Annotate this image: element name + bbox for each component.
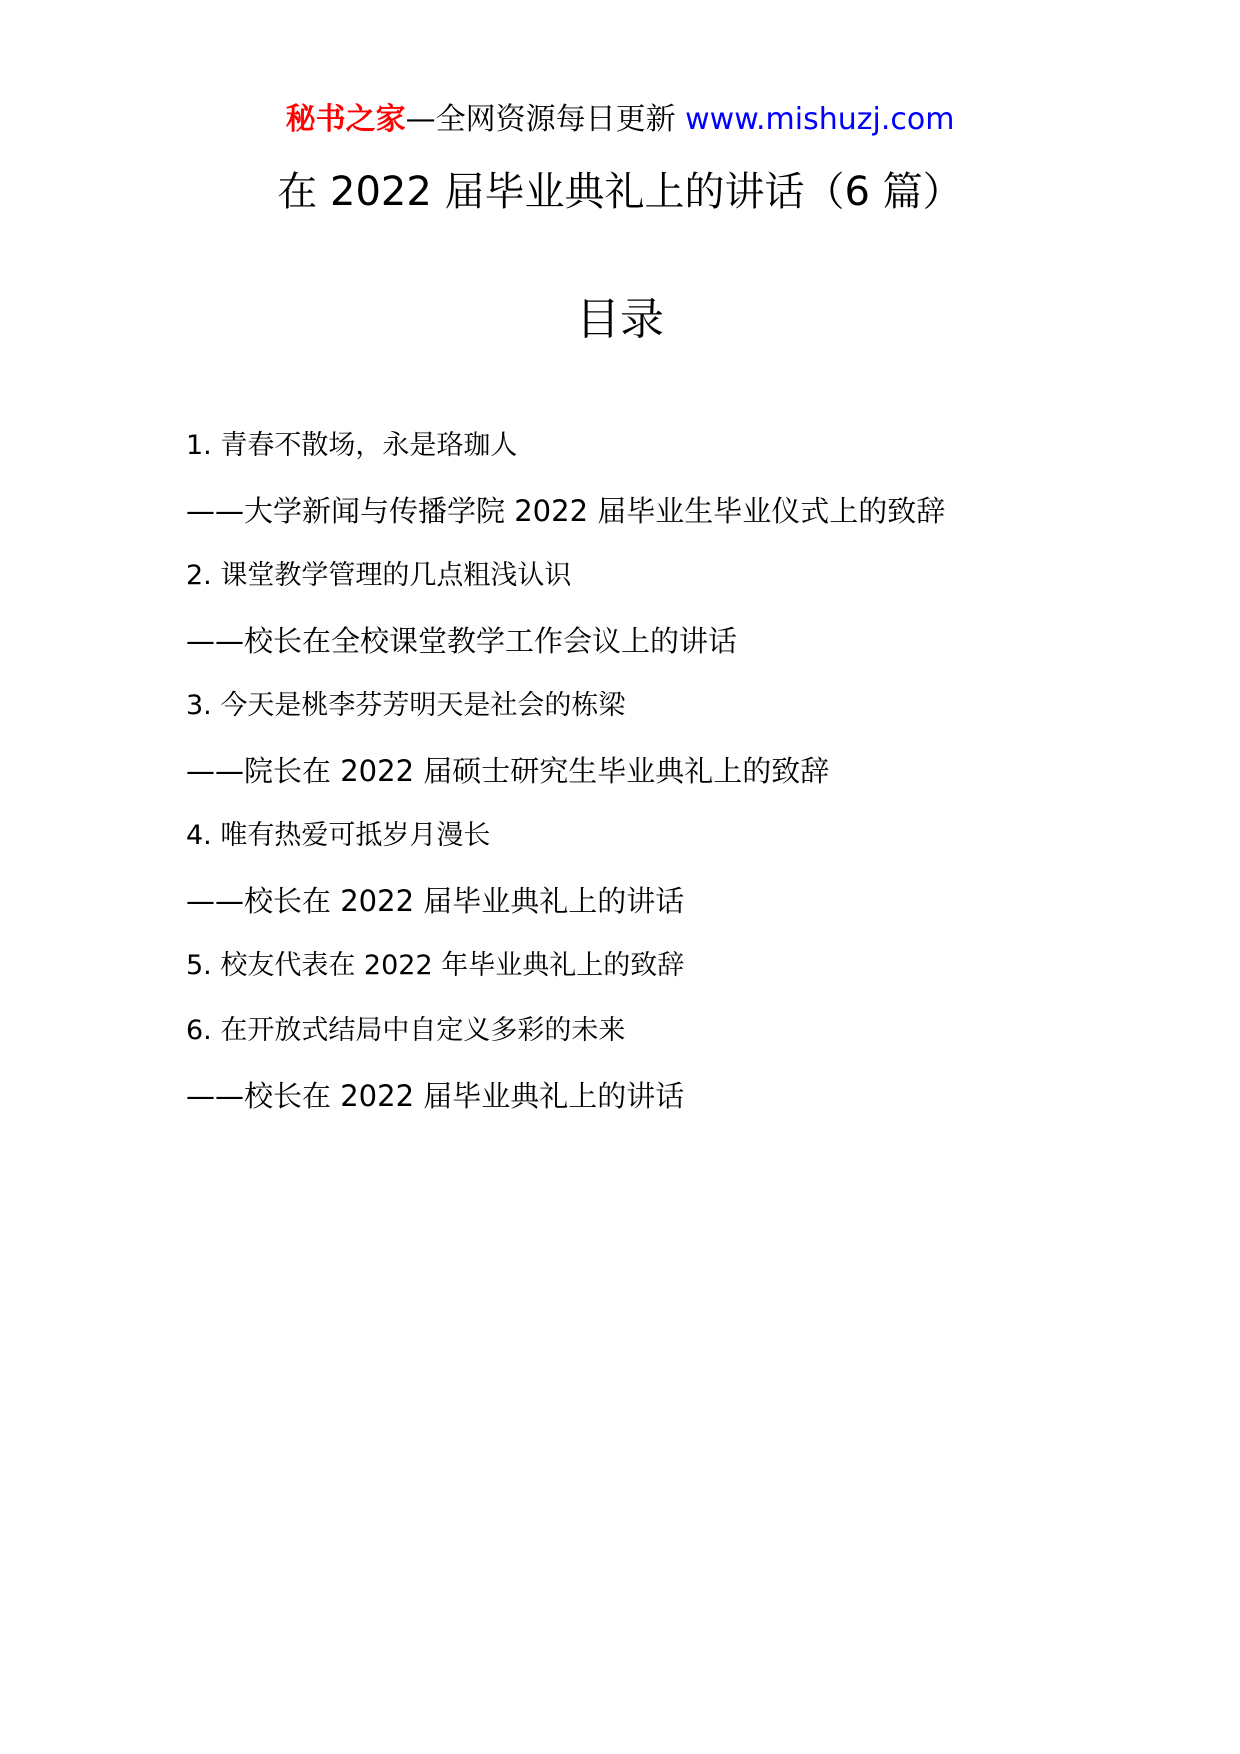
toc-title: 4. 唯有热爱可抵岁月漫长 — [186, 820, 491, 851]
toc-title: 2. 课堂教学管理的几点粗浅认识 — [186, 560, 572, 591]
site-header — [0, 98, 1240, 142]
toc-subtitle: ——校长在 2022 届毕业典礼上的讲话 — [186, 1079, 685, 1113]
table-of-contents — [186, 426, 1186, 1141]
toc-subtitle: ——校长在 2022 届毕业典礼上的讲话 — [186, 884, 685, 918]
toc-title: 6. 在开放式结局中自定义多彩的未来 — [186, 1015, 626, 1046]
brand-name: 秘书之家 — [285, 102, 406, 137]
toc-title: 5. 校友代表在 2022 年毕业典礼上的致辞 — [186, 950, 685, 981]
toc-subtitle: ——校长在全校课堂教学工作会议上的讲话 — [186, 624, 738, 658]
site-url[interactable]: www.mishuzj.com — [685, 102, 955, 137]
toc-title: 3. 今天是桃李芬芳明天是社会的栋梁 — [186, 690, 626, 721]
toc-heading: 目录 — [576, 294, 664, 345]
document-title: 在 2022 届毕业典礼上的讲话（6 篇） — [277, 169, 963, 215]
header-tagline: —全网资源每日更新 — [405, 102, 676, 137]
toc-subtitle: ——院长在 2022 届硕士研究生毕业典礼上的致辞 — [186, 754, 830, 788]
toc-subtitle: ——大学新闻与传播学院 2022 届毕业生毕业仪式上的致辞 — [186, 494, 946, 528]
toc-title: 1. 青春不散场，永是珞珈人 — [186, 430, 518, 461]
